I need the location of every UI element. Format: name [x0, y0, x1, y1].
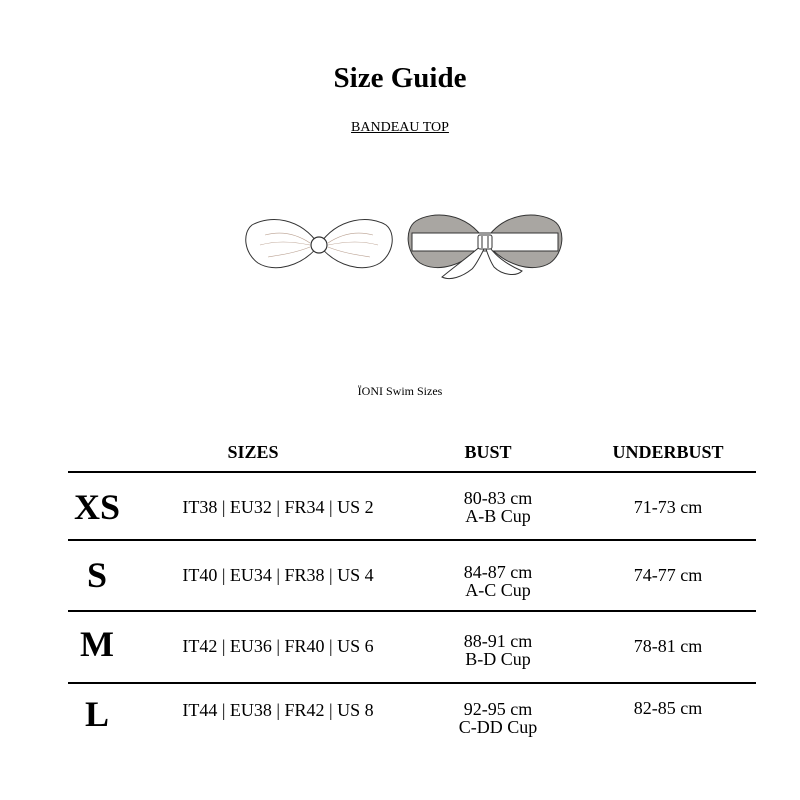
size-letter: XS: [73, 487, 121, 527]
cup-size: A-C Cup: [465, 580, 531, 600]
table-row: [68, 541, 756, 612]
bust-cm: 88-91 cm: [463, 631, 533, 651]
underbust-cell: 82-85 cm: [633, 698, 703, 718]
bust-cell: [418, 563, 578, 599]
size-letter: M: [80, 624, 114, 664]
header-underbust: UNDERBUST: [612, 442, 724, 462]
table-row: [68, 684, 756, 754]
table-header: [68, 440, 756, 473]
table-row: [68, 612, 756, 684]
product-subtitle: BANDEAU TOP: [351, 120, 449, 135]
underbust-cell: 74-77 cm: [633, 565, 703, 585]
page-title: Size Guide: [333, 62, 467, 94]
cup-size: B-D Cup: [465, 649, 531, 669]
header-sizes: SIZES: [227, 442, 279, 462]
size-codes: IT38 | EU32 | FR34 | US 2: [182, 497, 374, 517]
underbust-cell: 71-73 cm: [633, 497, 703, 517]
product-illustrations: [240, 205, 570, 295]
size-letter: S: [86, 555, 108, 595]
underbust-cell: 78-81 cm: [633, 636, 703, 656]
bust-cell: [418, 632, 578, 668]
bust-cell: [418, 489, 578, 525]
bust-cm: 80-83 cm: [463, 488, 533, 508]
bandeau-illustration-svg: [240, 205, 570, 295]
size-codes: IT44 | EU38 | FR42 | US 8: [182, 700, 374, 720]
bust-cm: 84-87 cm: [463, 562, 533, 582]
brand-caption: ÏONI Swim Sizes: [357, 384, 443, 398]
cup-size: A-B Cup: [465, 506, 531, 526]
bust-cm: 92-95 cm: [463, 699, 533, 719]
size-table: [68, 440, 756, 754]
bandeau-top-front-icon: [246, 220, 393, 268]
size-letter: L: [84, 694, 109, 734]
bust-cell: [418, 700, 578, 736]
header-bust: BUST: [464, 442, 512, 462]
table-row: [68, 473, 756, 541]
cup-size: C-DD Cup: [458, 717, 538, 737]
size-codes: IT42 | EU36 | FR40 | US 6: [182, 636, 374, 656]
size-codes: IT40 | EU34 | FR38 | US 4: [182, 565, 374, 585]
bandeau-top-back-icon: [408, 215, 562, 279]
